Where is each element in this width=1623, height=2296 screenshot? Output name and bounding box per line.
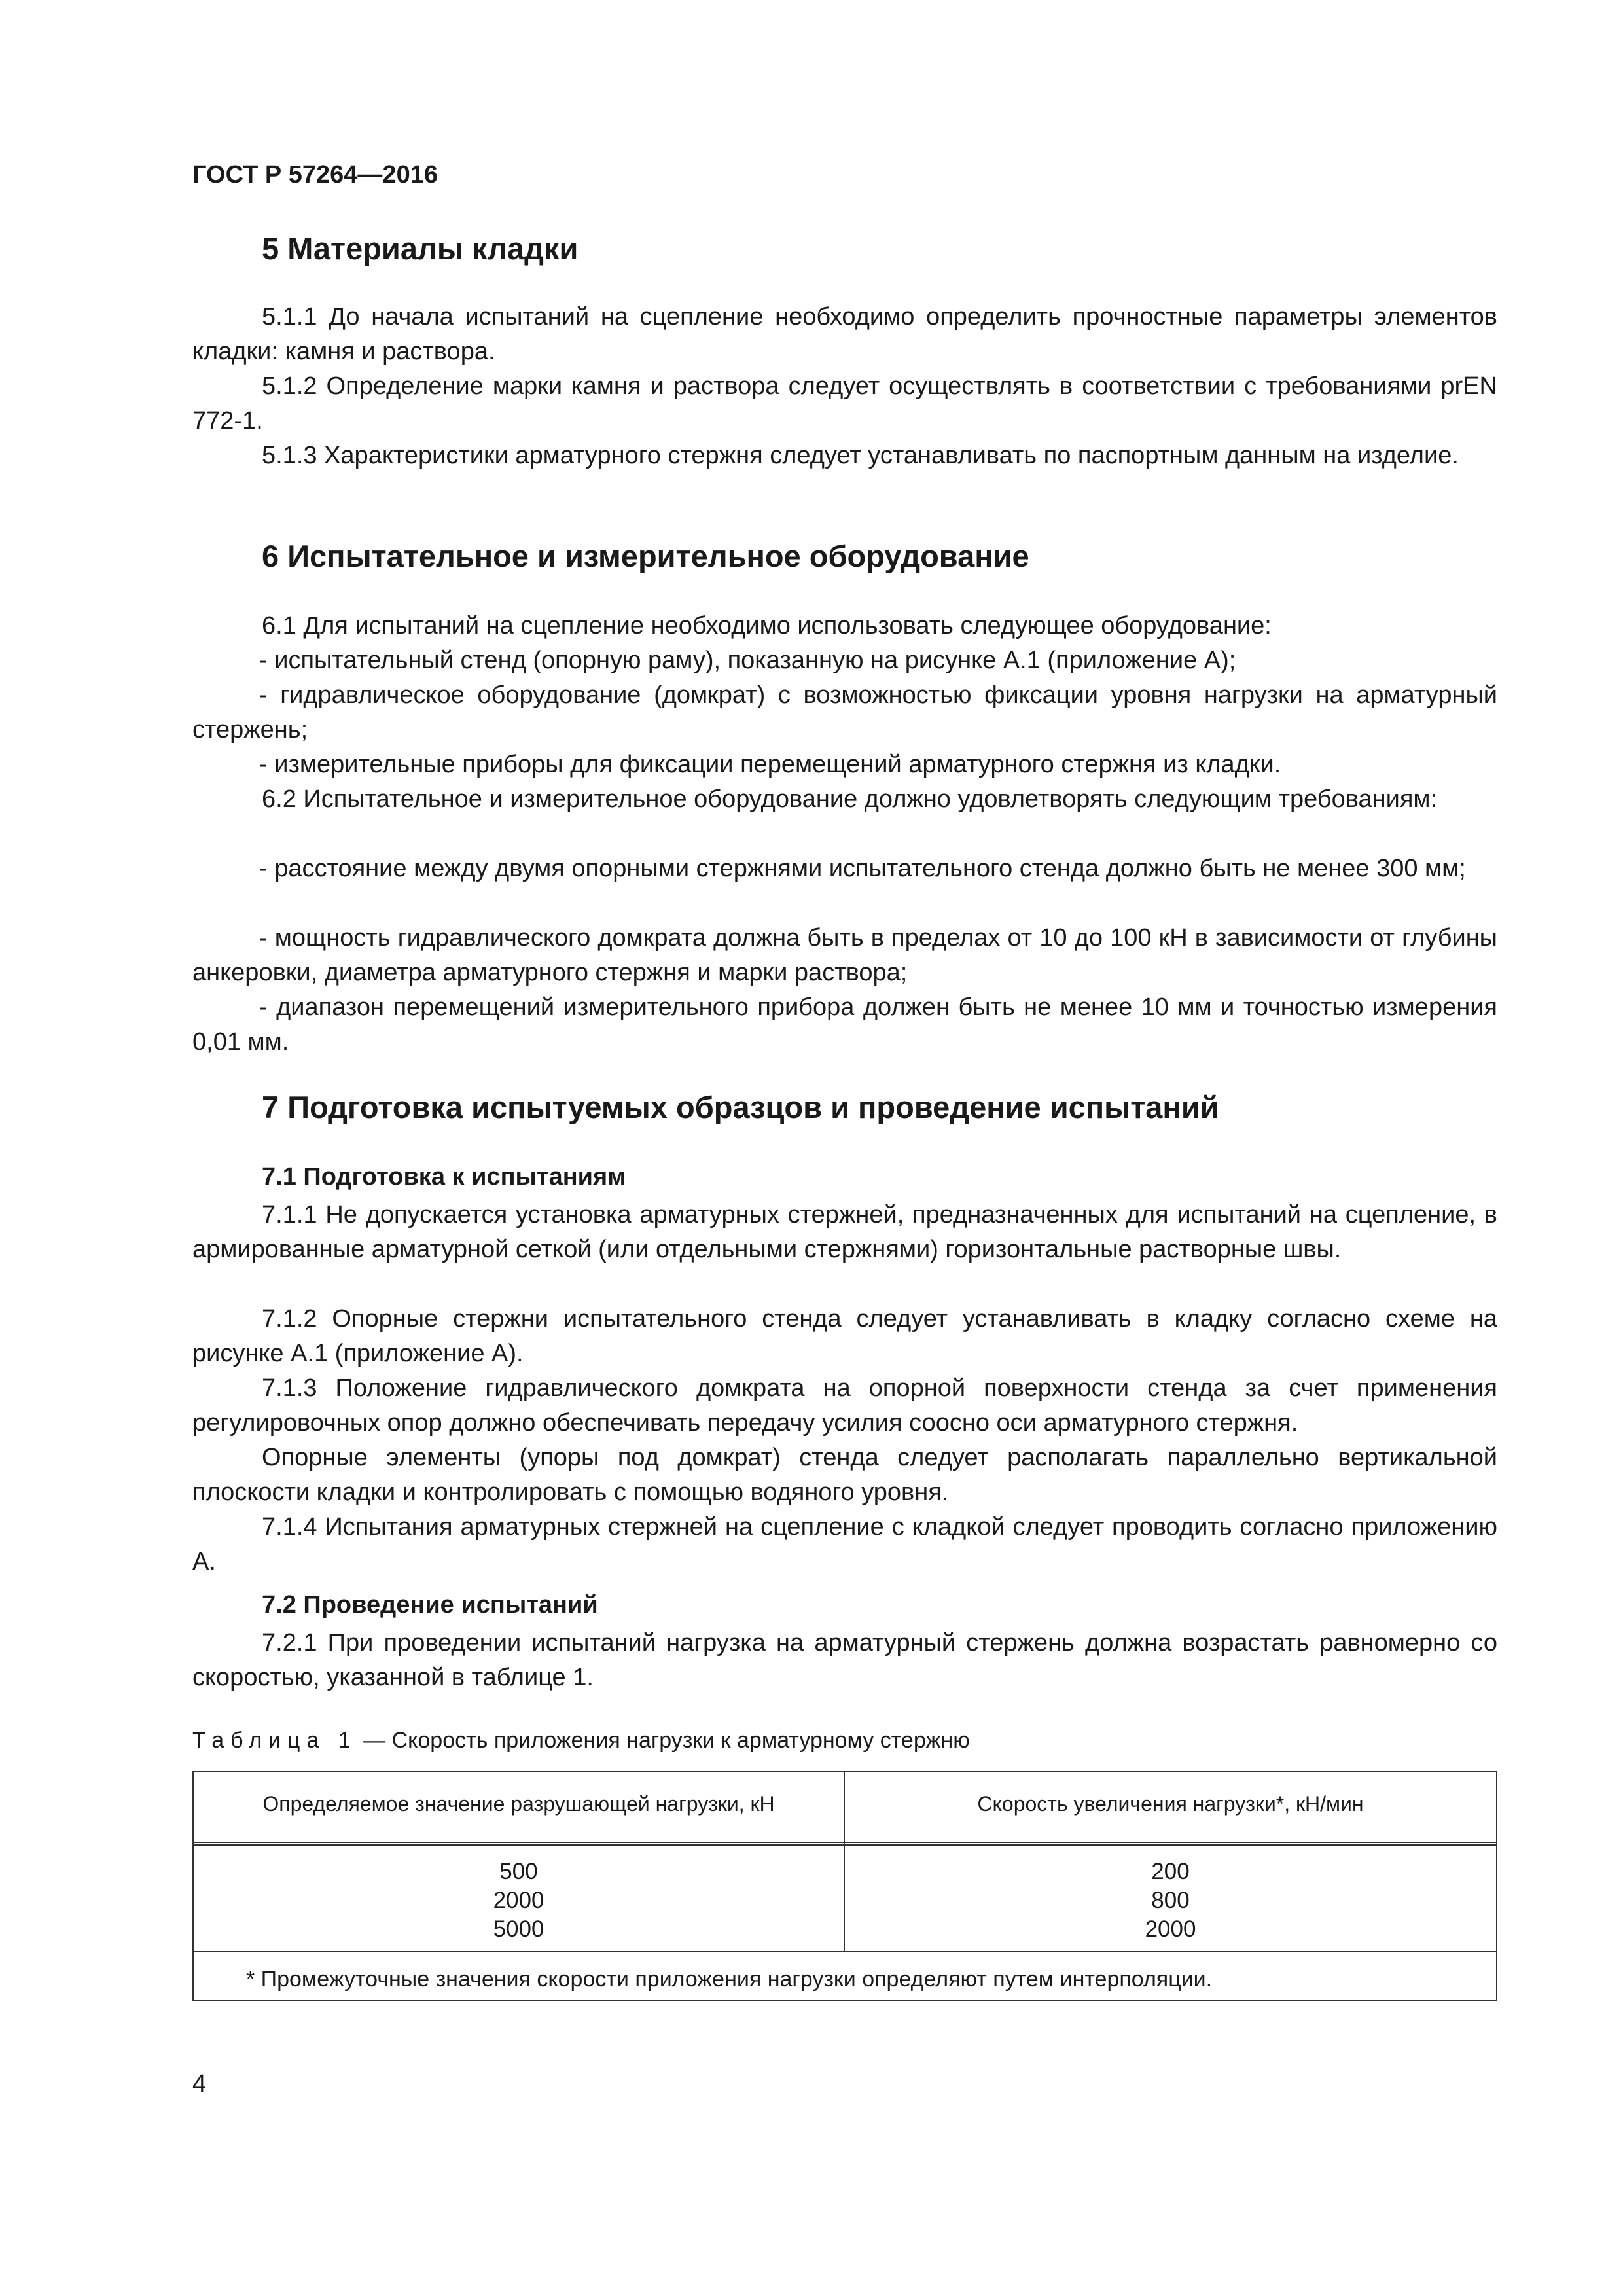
paragraph-7-2-1: 7.2.1 При проведении испытаний нагрузка на арматурный стержень должна возрастать равномерно со скоростью, указанной в таблице 1.: [192, 1629, 1497, 1691]
paragraph-5-1-1: 5.1.1 До начала испытаний на сцепление необходимо определить прочностные параметры элементов кладки: камня и раствора.: [192, 303, 1497, 365]
table-footnote-separator: [194, 1951, 1496, 1952]
paragraph-6-1: 6.1 Для испытаний на сцепление необходимо использовать следующее оборудование:: [262, 612, 1272, 639]
requirement-item-3: - диапазон перемещений измерительного прибора должен быть не менее 10 мм и точностью измерения 0,01 мм.: [192, 994, 1497, 1056]
table-cell: 5000: [493, 1916, 544, 1942]
table-cell: 500: [499, 1859, 538, 1884]
table-cell: 800: [1151, 1888, 1190, 1913]
paragraph-7-1-3-cont: Опорные элементы (упоры под домкрат) стенда следует располагать параллельно вертикальной плоскости кладки и контролировать с помощью водяного уровня.: [192, 1444, 1497, 1506]
paragraph-7-1-2: 7.1.2 Опорные стержни испытательного стенда следует устанавливать в кладку согласно схеме на рисунке А.1 (приложение А).: [192, 1305, 1497, 1367]
page-number: 4: [192, 2070, 207, 2098]
paragraph-6-2: 6.2 Испытательное и измерительное оборудование должно удовлетворять следующим требованиям:: [262, 785, 1438, 813]
equipment-item-3: - измерительные приборы для фиксации перемещений арматурного стержня из кладки.: [259, 751, 1281, 778]
section-7-title: 7 Подготовка испытуемых образцов и проведение испытаний: [262, 1090, 1219, 1124]
paragraph-5-1-3: 5.1.3 Характеристики арматурного стержня следует устанавливать по паспортным данным на изделие.: [262, 442, 1459, 469]
table-cell: 2000: [1145, 1916, 1196, 1942]
paragraph-5-1-2: 5.1.2 Определение марки камня и раствора следует осуществлять в соответствии с требованиями prEN 772-1.: [192, 372, 1497, 435]
table-cell: 2000: [493, 1888, 544, 1913]
table-caption-text: — Скорость приложения нагрузки к арматурному стержню: [357, 1728, 970, 1753]
paragraph-7-1-3: 7.1.3 Положение гидравлического домкрата на опорной поверхности стенда за счет применения регулировочных опор должно обеспечивать передачу усилия соосно оси арматурного стержня.: [192, 1374, 1497, 1437]
subsection-7-2-title: 7.2 Проведение испытаний: [262, 1591, 598, 1619]
table-header-col1: Определяемое значение разрушающей нагрузки, кН: [262, 1792, 775, 1816]
load-rate-table: [192, 1771, 1497, 2001]
table-header-col2: Скорость увеличения нагрузки*, кН/мин: [977, 1792, 1364, 1816]
table-caption-label: Таблица 1: [192, 1728, 357, 1753]
equipment-item-1: - испытательный стенд (опорную раму), показанную на рисунке А.1 (приложение А);: [259, 647, 1236, 674]
document-code-header: ГОСТ Р 57264—2016: [192, 161, 438, 188]
table-caption: [192, 1728, 970, 1753]
equipment-item-2: - гидравлическое оборудование (домкрат) с возможностью фиксации уровня нагрузки на арматурный стержень;: [192, 681, 1497, 744]
table-footnote: * Промежуточные значения скорости приложения нагрузки определяют путем интерполяции.: [246, 1967, 1213, 1992]
section-5-title: 5 Материалы кладки: [262, 231, 579, 266]
section-6-title: 6 Испытательное и измерительное оборудование: [262, 539, 1029, 573]
requirement-item-1: - расстояние между двумя опорными стержнями испытательного стенда должно быть не менее 300 мм;: [259, 855, 1466, 882]
subsection-7-1-title: 7.1 Подготовка к испытаниям: [262, 1163, 626, 1191]
requirement-item-2: - мощность гидравлического домкрата должна быть в пределах от 10 до 100 кН в зависимости от глубины анкеровки, диаметра арматурного стержня и марки раствора;: [192, 924, 1497, 986]
paragraph-7-1-1: 7.1.1 Не допускается установка арматурных стержней, предназначенных для испытаний на сцепление, в армированные арматурной сеткой (или отдельными стержнями) горизонтальные растворные швы.: [192, 1201, 1497, 1263]
table-col1-values: [194, 1857, 844, 1944]
paragraph-7-1-4: 7.1.4 Испытания арматурных стержней на сцепление с кладкой следует проводить согласно приложению А.: [192, 1513, 1497, 1575]
table-header-separator: [194, 1842, 1496, 1846]
table-cell: 200: [1151, 1859, 1190, 1884]
table-col2-values: [845, 1857, 1496, 1944]
